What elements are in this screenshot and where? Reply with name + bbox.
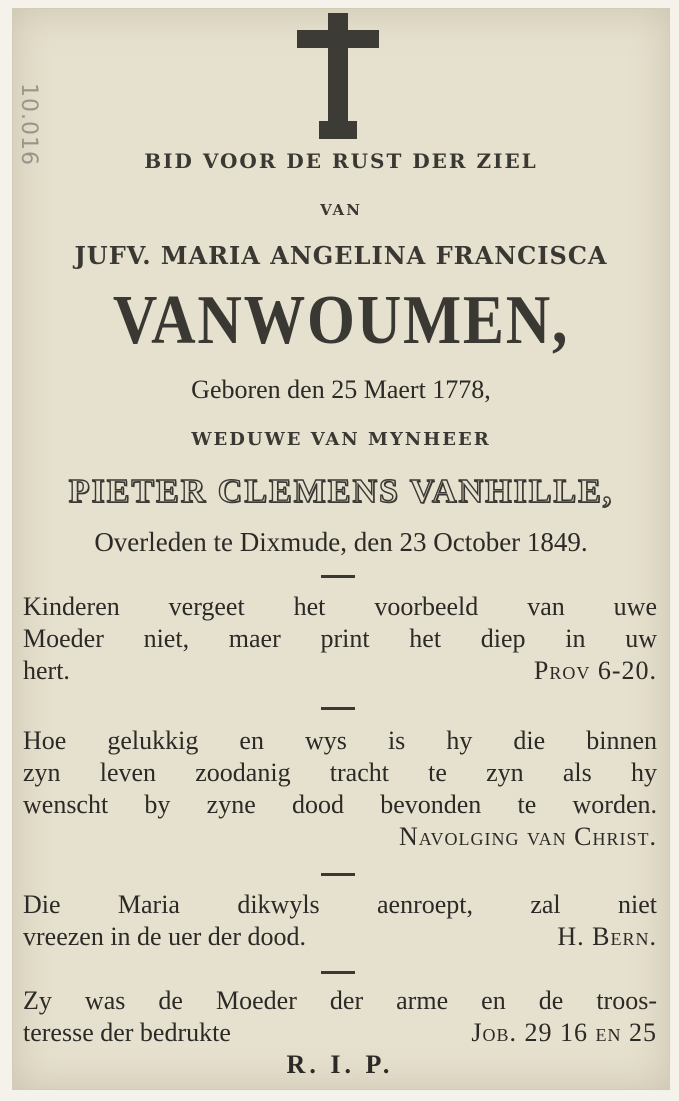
verse-line: Die Maria dikwyls aenroept, zal niet <box>23 890 657 919</box>
divider <box>321 707 355 710</box>
deceased-surname: VANWOUMEN, <box>112 282 570 359</box>
birth-date: Geboren den 25 Maert 1778, <box>191 375 491 404</box>
verse-line: wenscht by zyne dood bevonden te worden. <box>23 790 657 819</box>
cross-icon <box>297 13 379 139</box>
verse-line: vreezen in de uer der dood. <box>23 922 306 951</box>
prayer-heading: BID VOOR DE RUST DER ZIEL <box>144 149 538 173</box>
verse-line: Hoe gelukkig en wys is hy die binnen <box>23 726 657 755</box>
verse-line: hert. <box>23 656 70 685</box>
divider <box>321 575 355 578</box>
verse-3 <box>23 889 657 953</box>
memorial-card <box>12 8 670 1090</box>
death-date: Overleden te Dixmude, den 23 October 1849. <box>94 527 588 557</box>
verse-1 <box>23 591 657 687</box>
divider <box>321 971 355 974</box>
verse-2 <box>23 725 657 853</box>
verse-line: Moeder niet, maer print het diep in uw <box>23 624 657 653</box>
van-label: VAN <box>320 201 362 219</box>
verse-line: teresse der bedrukte <box>23 1018 231 1047</box>
deceased-given-names: JUFV. MARIA ANGELINA FRANCISCA <box>74 241 608 270</box>
husband-name: PIETER CLEMENS VANHILLE, <box>68 473 614 510</box>
divider <box>321 873 355 876</box>
verse-line: Kinderen vergeet het voorbeeld van uwe <box>23 592 657 621</box>
verse-line: Zy was de Moeder der arme en de troos- <box>23 986 657 1015</box>
verse-source: Prov 6-20. <box>533 656 657 685</box>
verse-source: H. Bern. <box>557 922 657 951</box>
rip-closing: R. I. P. <box>286 1050 394 1079</box>
inventory-number: 10.016 <box>16 83 41 166</box>
verse-source: Job. 29 16 en 25 <box>471 1018 657 1047</box>
widow-of-label: WEDUWE VAN MYNHEER <box>191 429 491 450</box>
verse-line: zyn leven zoodanig tracht te zyn als hy <box>23 758 657 787</box>
verse-source: Navolging van Christ. <box>399 822 657 851</box>
verse-4 <box>23 985 657 1081</box>
